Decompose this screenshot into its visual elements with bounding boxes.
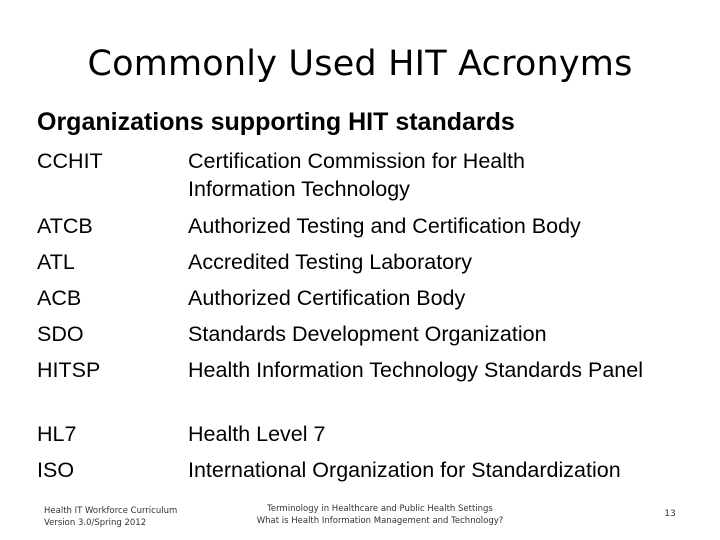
footer-course-title: Terminology in Healthcare and Public Health Settings (267, 504, 493, 514)
acronym-definition: Accredited Testing Laboratory (188, 250, 473, 274)
footer-curriculum-version: Version 3.0/Spring 2012 (44, 518, 147, 528)
acronym-definition: Standards Development Organization (188, 322, 547, 346)
footer-lecture-title: What is Health Information Management and Technology? (256, 516, 504, 526)
acronym-definition: Certification Commission for Health Information Technology (188, 149, 525, 201)
acronym-row (37, 420, 697, 456)
acronym-term: SDO (37, 322, 84, 346)
acronym-row (37, 147, 697, 212)
page-number: 13 (664, 509, 676, 519)
acronym-definition: Health Level 7 (188, 422, 326, 446)
footer-curriculum (44, 505, 177, 529)
slide-subtitle: Organizations supporting HIT standards (37, 108, 515, 136)
acronym-term: CCHIT (37, 149, 103, 173)
acronym-definition: Authorized Testing and Certification Body (188, 214, 581, 238)
acronym-definition: International Organization for Standardization (188, 458, 621, 482)
acronym-row (37, 284, 697, 320)
acronym-term: ATCB (37, 214, 93, 238)
acronym-row (37, 212, 697, 248)
acronym-term: ISO (37, 458, 75, 482)
footer-course (200, 503, 560, 527)
acronym-row (37, 248, 697, 284)
acronym-term: ACB (37, 286, 82, 310)
acronym-row (37, 456, 697, 492)
acronym-table (37, 147, 697, 492)
acronym-definition: Health Information Technology Standards Panel (188, 358, 643, 382)
acronym-term: ATL (37, 250, 75, 274)
acronym-definition: Authorized Certification Body (188, 286, 466, 310)
acronym-row (37, 356, 697, 420)
acronym-term: HL7 (37, 422, 77, 446)
slide-title: Commonly Used HIT Acronyms (87, 44, 633, 84)
acronym-term: HITSP (37, 358, 101, 382)
acronym-row (37, 320, 697, 356)
footer-curriculum-name: Health IT Workforce Curriculum (44, 506, 178, 516)
